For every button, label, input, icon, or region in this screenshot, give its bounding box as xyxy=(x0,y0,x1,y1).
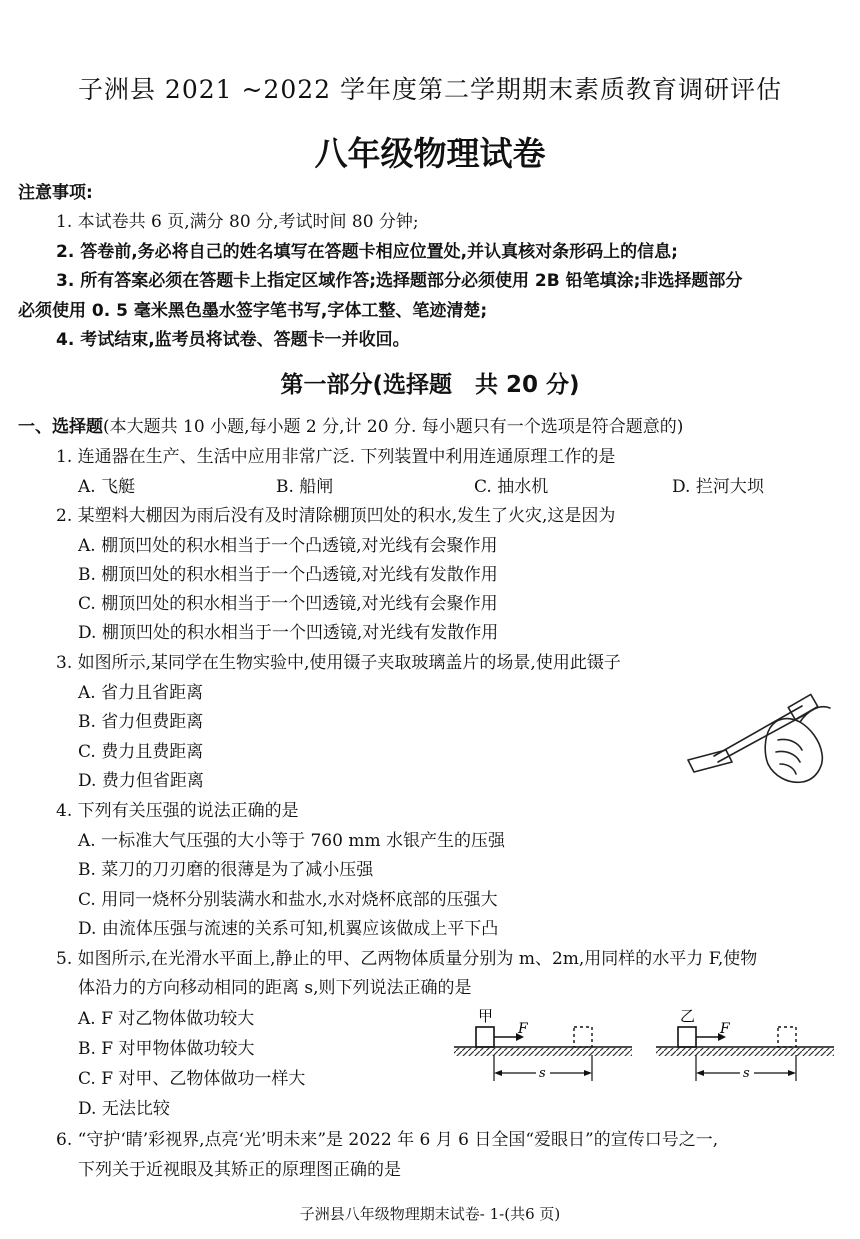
question-3-option-a: A. 省力且省距离 xyxy=(78,683,204,703)
question-5-stem-line1: 5. 如图所示,在光滑水平面上,静止的甲、乙两物体质量分别为 m、2m,用同样的水平力 F,使物 xyxy=(56,949,758,969)
part-one-instruction: (本大题共 10 小题,每小题 2 分,计 20 分. 每小题只有一个选项是符合题意的) xyxy=(103,417,684,437)
question-5-option-a: A. F 对乙物体做功较大 xyxy=(78,1009,255,1029)
question-3-option-d: D. 费力但省距离 xyxy=(78,771,204,791)
q5-figure-yi xyxy=(652,1003,842,1093)
distance-label: s xyxy=(743,1066,750,1081)
part-one-heading xyxy=(18,412,683,442)
question-2-option-c: C. 棚顶凹处的积水相当于一个凹透镜,对光线有会聚作用 xyxy=(78,594,498,614)
section-title: 第一部分(选择题 共 20 分) xyxy=(280,372,580,398)
object-jia-box xyxy=(476,1027,494,1047)
notice-item: 2. 答卷前,务必将自己的姓名填写在答题卡相应位置处,并认真核对条形码上的信息; xyxy=(56,242,678,262)
page-footer: 子洲县八年级物理期末试卷- 1-(共6 页) xyxy=(299,1205,561,1223)
question-5-option-b: B. F 对甲物体做功较大 xyxy=(78,1039,255,1059)
notice-item: 4. 考试结束,监考员将试卷、答题卡一并收回。 xyxy=(56,330,410,350)
question-4-option-d: D. 由流体压强与流速的关系可知,机翼应该做成上平下凸 xyxy=(78,919,499,939)
object-yi-final-box xyxy=(778,1027,796,1047)
hand-outline xyxy=(765,719,822,783)
question-1-option-b: B. 船闸 xyxy=(276,477,334,497)
notice-item: 1. 本试卷共 6 页,满分 80 分,考试时间 80 分钟; xyxy=(56,212,419,232)
q5-figure-jia xyxy=(450,1003,640,1093)
force-label: F xyxy=(720,1021,730,1037)
question-2-option-d: D. 棚顶凹处的积水相当于一个凹透镜,对光线有发散作用 xyxy=(78,623,499,643)
question-1-option-a: A. 飞艇 xyxy=(78,477,136,497)
object-jia-label: 甲 xyxy=(478,1007,494,1025)
question-4-option-c: C. 用同一烧杯分别装满水和盐水,水对烧杯底部的压强大 xyxy=(78,890,498,910)
question-1-option-c: C. 抽水机 xyxy=(474,477,549,497)
question-2-stem: 2. 某塑料大棚因为雨后没有及时清除棚顶凹处的积水,发生了火灾,这是因为 xyxy=(56,506,616,526)
tweezers-figure xyxy=(684,688,834,788)
distance-label: s xyxy=(539,1066,546,1081)
tweezers-arm xyxy=(714,706,802,756)
notice-item: 3. 所有答案必须在答题卡上指定区域作答;选择题部分必须使用 2B 铅笔填涂;非选择题部分 xyxy=(56,271,743,291)
object-yi-label: 乙 xyxy=(680,1007,696,1025)
exam-title: 八年级物理试卷 xyxy=(314,134,546,173)
question-1-stem: 1. 连通器在生产、生活中应用非常广泛. 下列装置中利用连通原理工作的是 xyxy=(56,447,616,467)
object-yi-box xyxy=(678,1027,696,1047)
part-one-label: 一、选择题 xyxy=(18,417,103,437)
question-5-option-c: C. F 对甲、乙物体做功一样大 xyxy=(78,1069,306,1089)
notice-item: 必须使用 0. 5 毫米黑色墨水签字笔书写,字体工整、笔迹清楚; xyxy=(18,301,488,321)
finger-line xyxy=(776,751,800,762)
finger-line xyxy=(778,739,802,750)
finger-line xyxy=(780,764,796,774)
glass-slide xyxy=(688,750,732,772)
question-4-option-a: A. 一标准大气压强的大小等于 760 mm 水银产生的压强 xyxy=(78,831,505,851)
object-jia-final-box xyxy=(574,1027,592,1047)
question-1-option-d: D. 拦河大坝 xyxy=(672,477,764,497)
question-3-option-c: C. 费力且费距离 xyxy=(78,742,204,762)
force-label: F xyxy=(518,1021,528,1037)
ground-hatch xyxy=(454,1048,632,1056)
question-6-stem-line1: 6. “守护‘睛’彩视界,点亮‘光’明未来”是 2022 年 6 月 6 日全国“爱眼日”的宣传口号之一, xyxy=(56,1130,719,1150)
question-2-option-a: A. 棚顶凹处的积水相当于一个凸透镜,对光线有会聚作用 xyxy=(78,536,498,556)
ground-hatch xyxy=(656,1048,834,1056)
question-4-option-b: B. 菜刀的刀刃磨的很薄是为了减小压强 xyxy=(78,860,374,880)
question-3-option-b: B. 省力但费距离 xyxy=(78,712,204,732)
question-3-stem: 3. 如图所示,某同学在生物实验中,使用镊子夹取玻璃盖片的场景,使用此镊子 xyxy=(56,653,621,673)
question-5-stem-line2: 体沿力的方向移动相同的距离 s,则下列说法正确的是 xyxy=(78,978,472,998)
question-5-option-d: D. 无法比较 xyxy=(78,1099,170,1119)
question-2-option-b: B. 棚顶凹处的积水相当于一个凸透镜,对光线有发散作用 xyxy=(78,565,498,585)
question-4-stem: 4. 下列有关压强的说法正确的是 xyxy=(56,801,299,821)
notice-heading: 注意事项: xyxy=(18,183,93,203)
question-6-stem-line2: 下列关于近视眼及其矫正的原理图正确的是 xyxy=(78,1160,401,1180)
exam-header: 子洲县 2021 ~2022 学年度第二学期期末素质教育调研评估 xyxy=(77,75,783,104)
tweezers-grip xyxy=(788,694,818,719)
